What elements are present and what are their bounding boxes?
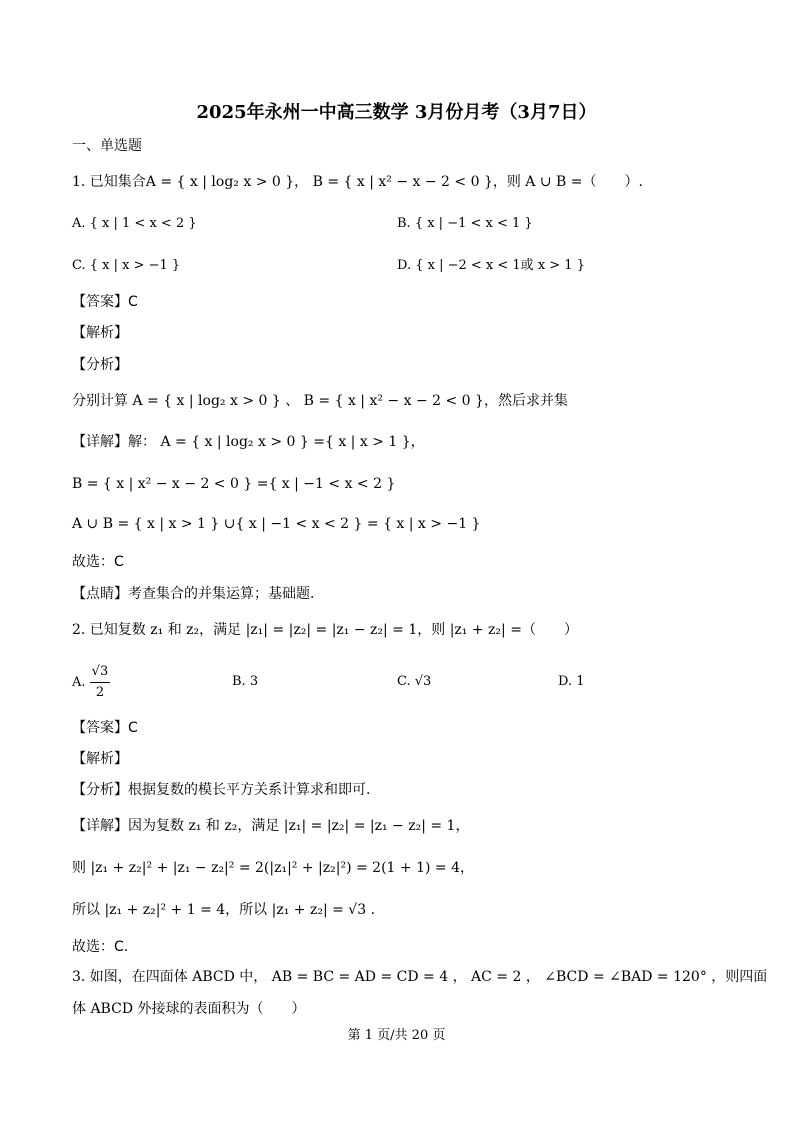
q2-option-d: D. 1 bbox=[558, 674, 585, 689]
q1-detail-line1: 【详解】解： A = { x | log₂ x > 0 } ={ x | x > 1 }， bbox=[72, 434, 425, 450]
q2-option-a-numerator: √3 bbox=[90, 662, 111, 683]
q1-option-c: C. { x | x > −1 } bbox=[72, 258, 181, 273]
q1-answer: 【答案】C bbox=[72, 294, 138, 310]
q2-option-a-denominator: 2 bbox=[95, 685, 105, 700]
q2-detail-line3: 所以 |z₁ + z₂|² + 1 = 4，所以 |z₁ + z₂| = √3 . bbox=[72, 902, 376, 918]
q3-stem-line1: 3. 如图，在四面体 ABCD 中， AB = BC = AD = CD = 4 ， AC = 2 ， ∠BCD = ∠BAD = 120° ，则四面 bbox=[72, 969, 768, 985]
q2-option-a-label: A. bbox=[72, 675, 86, 690]
q2-fenxi: 【分析】根据复数的模长平方关系计算求和即可. bbox=[72, 782, 371, 798]
q2-option-a-fraction bbox=[90, 662, 111, 703]
q2-option-b: B. 3 bbox=[232, 674, 259, 689]
q3-stem-line2: 体 ABCD 外接球的表面积为（ ） bbox=[72, 1001, 306, 1017]
q2-option-a bbox=[72, 662, 110, 703]
q2-detail-line2: 则 |z₁ + z₂|² + |z₁ − z₂|² = 2(|z₁|² + |z₂|²) = 2(1 + 1) = 4， bbox=[72, 860, 474, 876]
page-footer: 第 1 页/共 20 页 bbox=[347, 1028, 446, 1043]
q1-fenxi-text: 分别计算 A = { x | log₂ x > 0 } 、 B = { x | x² − x − 2 < 0 }，然后求并集 bbox=[72, 393, 568, 409]
q1-option-a: A. { x | 1 < x < 2 } bbox=[72, 216, 197, 231]
q1-stem: 1. 已知集合A = { x | log₂ x > 0 }， B = { x | x² − x − 2 < 0 }，则 A ∪ B =（ ）. bbox=[72, 174, 643, 190]
q1-choose: 故选：C bbox=[72, 554, 124, 570]
q1-detail-line3: A ∪ B = { x | x > 1 } ∪{ x | −1 < x < 2 } = { x | x > −1 } bbox=[72, 516, 481, 532]
section-heading: 一、单选题 bbox=[72, 138, 142, 154]
q1-option-b: B. { x | −1 < x < 1 } bbox=[397, 216, 533, 231]
q1-detail-line2: B = { x | x² − x − 2 < 0 } ={ x | −1 < x < 2 } bbox=[72, 476, 396, 492]
page-title: 2025年永州一中高三数学 3月份月考（3月7日） bbox=[196, 102, 597, 123]
q2-stem: 2. 已知复数 z₁ 和 z₂，满足 |z₁| = |z₂| = |z₁ − z₂| = 1，则 |z₁ + z₂| =（ ） bbox=[72, 622, 578, 638]
q2-detail-line1: 【详解】因为复数 z₁ 和 z₂，满足 |z₁| = |z₂| = |z₁ − z₂| = 1， bbox=[72, 818, 470, 834]
q2-jiexi-label: 【解析】 bbox=[72, 751, 128, 767]
q2-answer: 【答案】C bbox=[72, 720, 138, 736]
q2-choose: 故选：C. bbox=[72, 939, 129, 955]
q1-jiexi-label: 【解析】 bbox=[72, 325, 128, 341]
q2-option-c: C. √3 bbox=[397, 674, 432, 689]
q1-dianjing: 【点睛】考查集合的并集运算；基础题. bbox=[72, 586, 315, 602]
q1-option-d: D. { x | −2 < x < 1或 x > 1 } bbox=[397, 258, 585, 273]
q1-fenxi-label: 【分析】 bbox=[72, 357, 128, 373]
